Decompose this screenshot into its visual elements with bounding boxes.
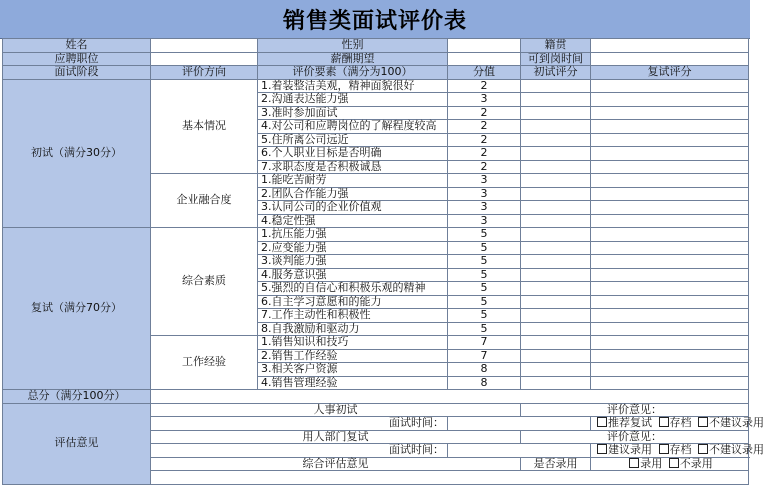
first-score-cell[interactable] bbox=[521, 174, 591, 188]
first-score-cell[interactable] bbox=[521, 133, 591, 147]
element-text: 1.抗压能力强 bbox=[258, 228, 448, 242]
overall-label: 综合评估意见 bbox=[151, 457, 521, 471]
score-value: 3 bbox=[448, 174, 521, 188]
signature-row[interactable] bbox=[151, 471, 749, 485]
element-text: 6.个人职业目标是否明确 bbox=[258, 147, 448, 161]
total-label: 总分（满分100分） bbox=[3, 390, 151, 404]
hr-opinion-label: 评价意见： bbox=[521, 403, 749, 417]
score-value: 7 bbox=[448, 336, 521, 350]
second-score-cell[interactable] bbox=[591, 241, 749, 255]
second-score-cell[interactable] bbox=[591, 282, 749, 296]
hire-options bbox=[591, 457, 749, 471]
element-text: 3.相关客户资源 bbox=[258, 363, 448, 377]
second-score-cell[interactable] bbox=[591, 349, 749, 363]
score-value: 3 bbox=[448, 187, 521, 201]
score-value: 5 bbox=[448, 295, 521, 309]
first-score-cell[interactable] bbox=[521, 255, 591, 269]
evaluation-label: 评估意见 bbox=[3, 403, 151, 484]
second-score-cell[interactable] bbox=[591, 147, 749, 161]
first-score-cell[interactable] bbox=[521, 322, 591, 336]
archive2-label: 存档 bbox=[669, 443, 692, 456]
not-hire-checkbox[interactable] bbox=[698, 417, 708, 427]
first-score-cell[interactable] bbox=[521, 336, 591, 350]
element-text: 2.应变能力强 bbox=[258, 241, 448, 255]
interview-time-label: 面试时间： bbox=[151, 417, 448, 431]
score-value: 5 bbox=[448, 322, 521, 336]
second-score-cell[interactable] bbox=[591, 295, 749, 309]
col-elements: 评价要素（满分为100） bbox=[258, 66, 448, 80]
score-value: 7 bbox=[448, 349, 521, 363]
first-score-cell[interactable] bbox=[521, 160, 591, 174]
element-text: 2.销售工作经验 bbox=[258, 349, 448, 363]
element-text: 5.强烈的自信心和积极乐观的精神 bbox=[258, 282, 448, 296]
element-text: 7.求职态度是否积极诚恳 bbox=[258, 160, 448, 174]
title-banner bbox=[0, 0, 750, 39]
hr-options bbox=[591, 416, 764, 431]
second-score-cell[interactable] bbox=[591, 268, 749, 282]
dept-options bbox=[591, 443, 764, 458]
element-text: 3.认同公司的企业价值观 bbox=[258, 201, 448, 215]
evaluation-table bbox=[2, 38, 764, 485]
name-label: 姓名 bbox=[3, 39, 151, 53]
element-text: 4.对公司和应聘岗位的了解程度较高 bbox=[258, 120, 448, 134]
no-hire-label: 不录用 bbox=[679, 456, 713, 470]
first-score-cell[interactable] bbox=[521, 282, 591, 296]
no-hire-checkbox[interactable] bbox=[669, 458, 679, 468]
archive-checkbox[interactable] bbox=[659, 417, 669, 427]
col-score: 分值 bbox=[448, 66, 521, 80]
second-score-cell[interactable] bbox=[591, 322, 749, 336]
second-score-cell[interactable] bbox=[591, 106, 749, 120]
element-text: 1.着装整洁美观，精神面貌很好 bbox=[258, 79, 448, 93]
score-value: 8 bbox=[448, 363, 521, 377]
first-score-cell[interactable] bbox=[521, 228, 591, 242]
recommend-checkbox[interactable] bbox=[597, 417, 607, 427]
stage-label: 复试（满分70分） bbox=[3, 228, 151, 390]
first-score-cell[interactable] bbox=[521, 349, 591, 363]
score-value: 2 bbox=[448, 133, 521, 147]
not-hire2-checkbox[interactable] bbox=[698, 444, 708, 454]
score-value: 5 bbox=[448, 309, 521, 323]
element-text: 4.服务意识强 bbox=[258, 268, 448, 282]
sheet-title: 销售类面试评价表 bbox=[282, 8, 467, 34]
second-score-cell[interactable] bbox=[591, 255, 749, 269]
second-score-cell[interactable] bbox=[591, 120, 749, 134]
element-text: 2.沟通表达能力强 bbox=[258, 93, 448, 107]
score-value: 5 bbox=[448, 255, 521, 269]
salary-label: 薪酬期望 bbox=[258, 52, 448, 66]
element-text: 7.工作主动性和积极性 bbox=[258, 309, 448, 323]
first-score-cell[interactable] bbox=[521, 363, 591, 377]
first-score-cell[interactable] bbox=[521, 187, 591, 201]
table-row bbox=[3, 228, 749, 242]
score-value: 3 bbox=[448, 201, 521, 215]
second-score-cell[interactable] bbox=[591, 309, 749, 323]
not-hire-label: 不建议录用 bbox=[709, 416, 764, 429]
element-text: 3.准时参加面试 bbox=[258, 106, 448, 120]
col-first-score: 初试评分 bbox=[521, 66, 591, 80]
suggest-hire-label: 建议录用 bbox=[608, 443, 652, 456]
second-score-cell[interactable] bbox=[591, 228, 749, 242]
dept-opinion-label: 评价意见： bbox=[521, 430, 749, 444]
origin-label: 籍贯 bbox=[521, 39, 591, 53]
element-text: 3.谈判能力强 bbox=[258, 255, 448, 269]
gender-label: 性别 bbox=[258, 39, 448, 53]
first-score-cell[interactable] bbox=[521, 376, 591, 390]
first-score-cell[interactable] bbox=[521, 147, 591, 161]
position-label: 应聘职位 bbox=[3, 52, 151, 66]
recommend-label: 推荐复试 bbox=[608, 416, 652, 429]
second-score-cell[interactable] bbox=[591, 376, 749, 390]
archive2-checkbox[interactable] bbox=[659, 444, 669, 454]
score-value: 3 bbox=[448, 214, 521, 228]
score-value: 8 bbox=[448, 376, 521, 390]
second-score-cell[interactable] bbox=[591, 363, 749, 377]
position-field[interactable] bbox=[151, 52, 258, 66]
gender-field[interactable] bbox=[448, 39, 521, 53]
archive-label: 存档 bbox=[669, 416, 692, 429]
score-value: 2 bbox=[448, 120, 521, 134]
element-text: 5.住所离公司远近 bbox=[258, 133, 448, 147]
score-value: 2 bbox=[448, 106, 521, 120]
first-score-cell[interactable] bbox=[521, 120, 591, 134]
first-score-cell[interactable] bbox=[521, 201, 591, 215]
first-score-cell[interactable] bbox=[521, 309, 591, 323]
dept-second-label: 用人部门复试 bbox=[151, 430, 521, 444]
score-value: 2 bbox=[448, 79, 521, 93]
second-score-cell[interactable] bbox=[591, 336, 749, 350]
second-score-cell[interactable] bbox=[591, 187, 749, 201]
second-score-cell[interactable] bbox=[591, 174, 749, 188]
score-value: 2 bbox=[448, 147, 521, 161]
direction-label: 企业融合度 bbox=[151, 174, 258, 228]
table-row bbox=[3, 79, 749, 93]
suggest-hire-checkbox[interactable] bbox=[597, 444, 607, 454]
interview-time-field[interactable] bbox=[448, 417, 591, 431]
second-score-cell[interactable] bbox=[591, 79, 749, 93]
element-text: 4.销售管理经验 bbox=[258, 376, 448, 390]
score-value: 5 bbox=[448, 241, 521, 255]
hire-label: 录用 bbox=[640, 456, 663, 470]
hr-first-label: 人事初试 bbox=[151, 403, 521, 417]
col-stage: 面试阶段 bbox=[3, 66, 151, 80]
hire-question-label: 是否录用 bbox=[521, 457, 591, 471]
second-score-cell[interactable] bbox=[591, 201, 749, 215]
name-field[interactable] bbox=[151, 39, 258, 53]
available-label: 可到岗时间 bbox=[521, 52, 591, 66]
element-text: 6.自主学习意愿和的能力 bbox=[258, 295, 448, 309]
first-score-cell[interactable] bbox=[521, 295, 591, 309]
first-score-cell[interactable] bbox=[521, 241, 591, 255]
element-text: 1.销售知识和技巧 bbox=[258, 336, 448, 350]
direction-label: 工作经验 bbox=[151, 336, 258, 390]
direction-label: 基本情况 bbox=[151, 79, 258, 174]
second-score-cell[interactable] bbox=[591, 93, 749, 107]
first-score-cell[interactable] bbox=[521, 268, 591, 282]
interview-time2-field[interactable] bbox=[448, 444, 591, 458]
element-text: 4.稳定性强 bbox=[258, 214, 448, 228]
element-text: 1.能吃苦耐劳 bbox=[258, 174, 448, 188]
total-field[interactable] bbox=[151, 390, 749, 404]
score-value: 5 bbox=[448, 228, 521, 242]
score-value: 5 bbox=[448, 282, 521, 296]
interview-time2-label: 面试时间： bbox=[151, 444, 448, 458]
stage-label: 初试（满分30分） bbox=[3, 79, 151, 228]
first-score-cell[interactable] bbox=[521, 93, 591, 107]
score-value: 3 bbox=[448, 93, 521, 107]
salary-field[interactable] bbox=[448, 52, 521, 66]
hire-checkbox[interactable] bbox=[629, 458, 639, 468]
element-text: 2.团队合作能力强 bbox=[258, 187, 448, 201]
direction-label: 综合素质 bbox=[151, 228, 258, 336]
second-score-cell[interactable] bbox=[591, 133, 749, 147]
origin-field[interactable] bbox=[591, 39, 749, 53]
second-score-cell[interactable] bbox=[591, 160, 749, 174]
first-score-cell[interactable] bbox=[521, 79, 591, 93]
col-direction: 评价方向 bbox=[151, 66, 258, 80]
score-value: 2 bbox=[448, 160, 521, 174]
available-field[interactable] bbox=[591, 52, 749, 66]
first-score-cell[interactable] bbox=[521, 106, 591, 120]
first-score-cell[interactable] bbox=[521, 214, 591, 228]
second-score-cell[interactable] bbox=[591, 214, 749, 228]
col-second-score: 复试评分 bbox=[591, 66, 749, 80]
element-text: 8.自我激励和驱动力 bbox=[258, 322, 448, 336]
score-value: 5 bbox=[448, 268, 521, 282]
not-hire2-label: 不建议录用 bbox=[709, 443, 764, 456]
